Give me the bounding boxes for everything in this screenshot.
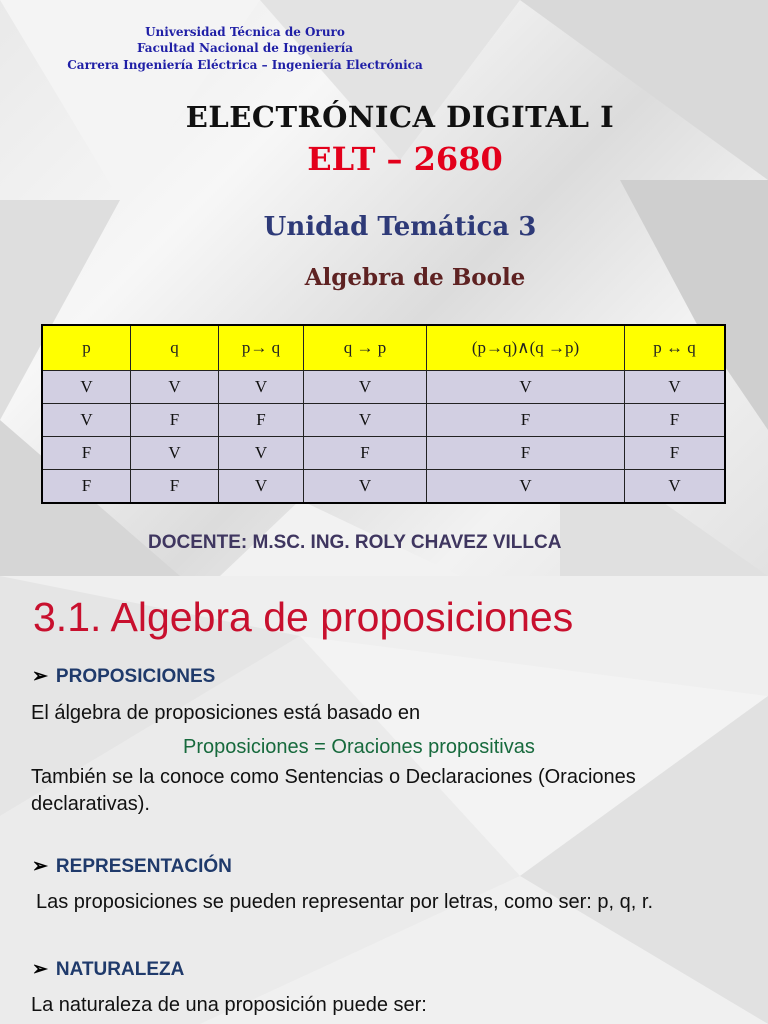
table-row: [42, 404, 725, 437]
paragraph: El álgebra de proposiciones está basado en: [31, 702, 421, 724]
table-cell: V: [42, 404, 131, 437]
paragraph: También se la conoce como Sentencias o Declaraciones (Oraciones declarativas).: [31, 766, 636, 815]
university-name: Universidad Técnica de Oruro: [145, 25, 345, 39]
arrow-bullet-icon: ➢: [32, 856, 48, 877]
table-cell: V: [219, 437, 304, 470]
header-cell: p: [42, 325, 131, 371]
table-cell: V: [42, 371, 131, 404]
table-cell: V: [219, 371, 304, 404]
header-cell: (p→q)∧(q →p): [427, 325, 625, 371]
table-cell: F: [427, 404, 625, 437]
table-cell: F: [131, 470, 219, 504]
bullet-naturaleza: [32, 958, 184, 981]
bullet-proposiciones: [32, 665, 215, 688]
table-cell: F: [625, 437, 726, 470]
table-cell: V: [219, 470, 304, 504]
arrow-bullet-icon: ➢: [32, 959, 48, 980]
header-cell: q: [131, 325, 219, 371]
table-cell: V: [427, 470, 625, 504]
table-cell: V: [131, 371, 219, 404]
table-cell: V: [304, 371, 427, 404]
truth-table-header: [42, 325, 725, 371]
course-title: ELECTRÓNICA DIGITAL I: [185, 100, 615, 134]
unit-topic: Algebra de Boole: [304, 264, 526, 291]
table-cell: V: [625, 470, 726, 504]
table-row: [42, 371, 725, 404]
course-code: ELT – 2680: [307, 140, 503, 178]
bullet-heading: PROPOSICIONES: [55, 666, 216, 687]
section-title: 3.1. Algebra de proposiciones: [33, 594, 574, 640]
table-cell: V: [427, 371, 625, 404]
bullet-heading: REPRESENTACIÓN: [55, 856, 232, 877]
table-cell: F: [42, 437, 131, 470]
table-cell: V: [304, 404, 427, 437]
table-row: [42, 470, 725, 504]
unit-title: Unidad Temática 3: [263, 212, 537, 242]
table-cell: F: [427, 437, 625, 470]
truth-table: [41, 324, 726, 504]
teacher-name: DOCENTE: M.SC. ING. ROLY CHAVEZ VILLCA: [148, 532, 562, 553]
highlight-text: Proposiciones = Oraciones propositivas: [183, 736, 535, 758]
faculty-name: Facultad Nacional de Ingeniería: [136, 41, 354, 55]
header-cell: p ↔ q: [625, 325, 726, 371]
paragraph: Las proposiciones se pueden representar por letras, como ser: p, q, r.: [36, 891, 654, 913]
table-cell: F: [625, 404, 726, 437]
table-cell: V: [625, 371, 726, 404]
bullet-representacion: [32, 855, 232, 878]
table-cell: V: [304, 470, 427, 504]
table-cell: F: [219, 404, 304, 437]
table-row: [42, 437, 725, 470]
table-cell: F: [42, 470, 131, 504]
table-cell: V: [131, 437, 219, 470]
career-name: Carrera Ingeniería Eléctrica – Ingeniería Electrónica: [67, 58, 423, 72]
header-cell: q → p: [304, 325, 427, 371]
table-cell: F: [304, 437, 427, 470]
bullet-heading: NATURALEZA: [55, 959, 185, 980]
table-cell: F: [131, 404, 219, 437]
header-cell: p→ q: [219, 325, 304, 371]
arrow-bullet-icon: ➢: [32, 666, 48, 687]
paragraph: La naturaleza de una proposición puede ser:: [31, 994, 427, 1016]
content-slide: [0, 576, 768, 1024]
